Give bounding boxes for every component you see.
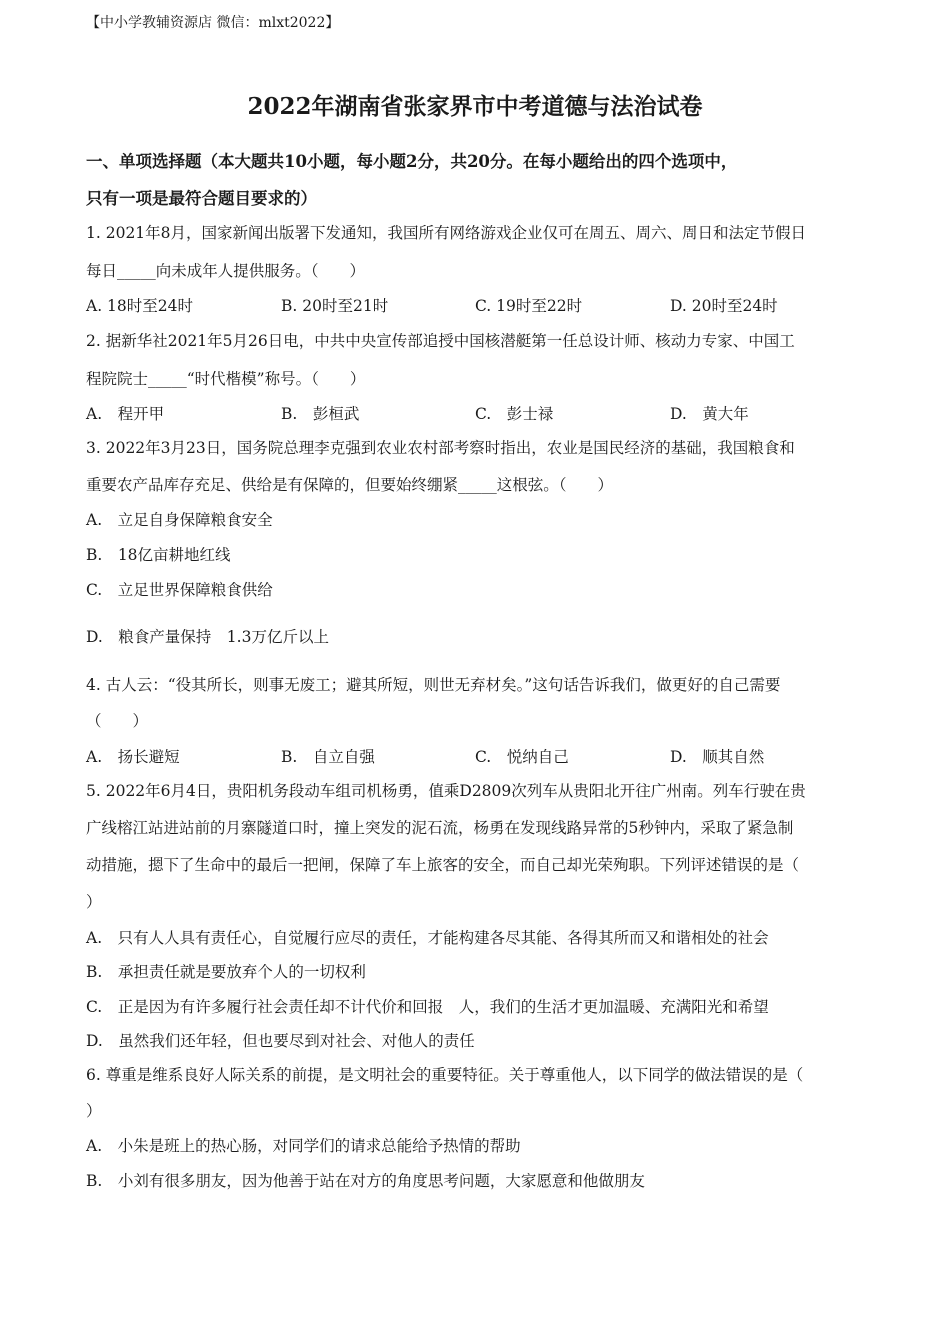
question-5-stem-line-3: 动措施，摁下了生命中的最后一把闸，保障了车上旅客的安全，而自己却光荣殉职。下列评述错误的是（	[86, 856, 800, 874]
question-4-option-d: D. 顺其自然	[670, 748, 765, 766]
question-6-option-b: B. 小刘有很多朋友，因为他善于站在对方的角度思考问题，大家愿意和他做朋友	[86, 1172, 645, 1190]
page-header-note: 【中小学教辅资源店 微信：mlxt2022】	[86, 15, 340, 31]
question-4-stem-line-1: 4. 古人云：“役其所长，则事无废工；避其所短，则世无弃材矣。”这句话告诉我们，做更好的自己需要	[86, 676, 781, 694]
question-5-stem-line-1: 5. 2022年6月4日，贵阳机务段动车组司机杨勇，值乘D2809次列车从贵阳北开往广州南。列车行驶在贵	[86, 782, 806, 800]
question-5-stem-line-2: 广线榕江站进站前的月寨隧道口时，撞上突发的泥石流，杨勇在发现线路异常的5秒钟内，采取了紧急制	[86, 819, 794, 837]
exam-title: 2022年湖南省张家界市中考道德与法治试卷	[247, 93, 703, 120]
question-2-option-c: C. 彭士禄	[475, 405, 554, 423]
question-3-option-d: D. 粮食产量保持 1.3万亿斤以上	[86, 628, 329, 646]
question-4-option-c: C. 悦纳自己	[475, 748, 569, 766]
question-1-option-a: A. 18时至24时	[86, 297, 193, 315]
question-5-option-d: D. 虽然我们还年轻，但也要尽到对社会、对他人的责任	[86, 1032, 475, 1050]
question-5-option-a: A. 只有人人具有责任心，自觉履行应尽的责任，才能构建各尽其能、各得其所而又和谐相处的社会	[86, 929, 769, 947]
question-3-stem-line-1: 3. 2022年3月23日，国务院总理李克强到农业农村部考察时指出，农业是国民经济的基础，我国粮食和	[86, 439, 795, 457]
question-3-option-a: A. 立足自身保障粮食安全	[86, 511, 273, 529]
question-2-option-b: B. 彭桓武	[281, 405, 360, 423]
question-4-option-a: A. 扬长避短	[86, 748, 180, 766]
question-1-stem-line-1: 1. 2021年8月，国家新闻出版署下发通知，我国所有网络游戏企业仅可在周五、周六、周日和法定节假日	[86, 224, 807, 242]
question-1-option-c: C. 19时至22时	[475, 297, 583, 315]
question-5-option-b: B. 承担责任就是要放弃个人的一切权利	[86, 963, 366, 981]
question-3-option-b: B. 18亿亩耕地红线	[86, 546, 231, 564]
question-4-option-b: B. 自立自强	[281, 748, 375, 766]
section-heading-line-2: 只有一项是最符合题目要求的）	[86, 189, 317, 208]
question-1-option-d: D. 20时至24时	[670, 297, 778, 315]
question-4-stem-line-2: （ ）	[86, 712, 149, 730]
question-5-stem-line-4: ）	[86, 893, 102, 911]
question-1-option-b: B. 20时至21时	[281, 297, 389, 315]
question-2-stem-line-1: 2. 据新华社2021年5月26日电，中共中央宣传部追授中国核潜艇第一任总设计师、核动力专家、中国工	[86, 332, 795, 350]
question-3-option-c: C. 立足世界保障粮食供给	[86, 581, 273, 599]
question-3-stem-line-2: 重要农产品库存充足、供给是有保障的，但要始终绷紧_____这根弦。（ ）	[86, 476, 614, 494]
question-2-stem-line-2: 程院院士_____“时代楷模”称号。（ ）	[86, 370, 366, 388]
question-6-stem-line-1: 6. 尊重是维系良好人际关系的前提，是文明社会的重要特征。关于尊重他人，以下同学的做法错误的是（	[86, 1066, 804, 1084]
section-heading-line-1: 一、单项选择题（本大题共10小题，每小题2分，共20分。在每小题给出的四个选项中，	[86, 152, 738, 171]
question-1-stem-line-2: 每日_____向未成年人提供服务。（ ）	[86, 262, 366, 280]
question-6-stem-line-2: ）	[86, 1102, 102, 1120]
question-2-option-a: A. 程开甲	[86, 405, 165, 423]
question-5-option-c: C. 正是因为有许多履行社会责任却不计代价和回报 人，我们的生活才更加温暖、充满阳光和希望	[86, 998, 769, 1016]
question-2-option-d: D. 黄大年	[670, 405, 749, 423]
question-6-option-a: A. 小朱是班上的热心肠，对同学们的请求总能给予热情的帮助	[86, 1137, 521, 1155]
